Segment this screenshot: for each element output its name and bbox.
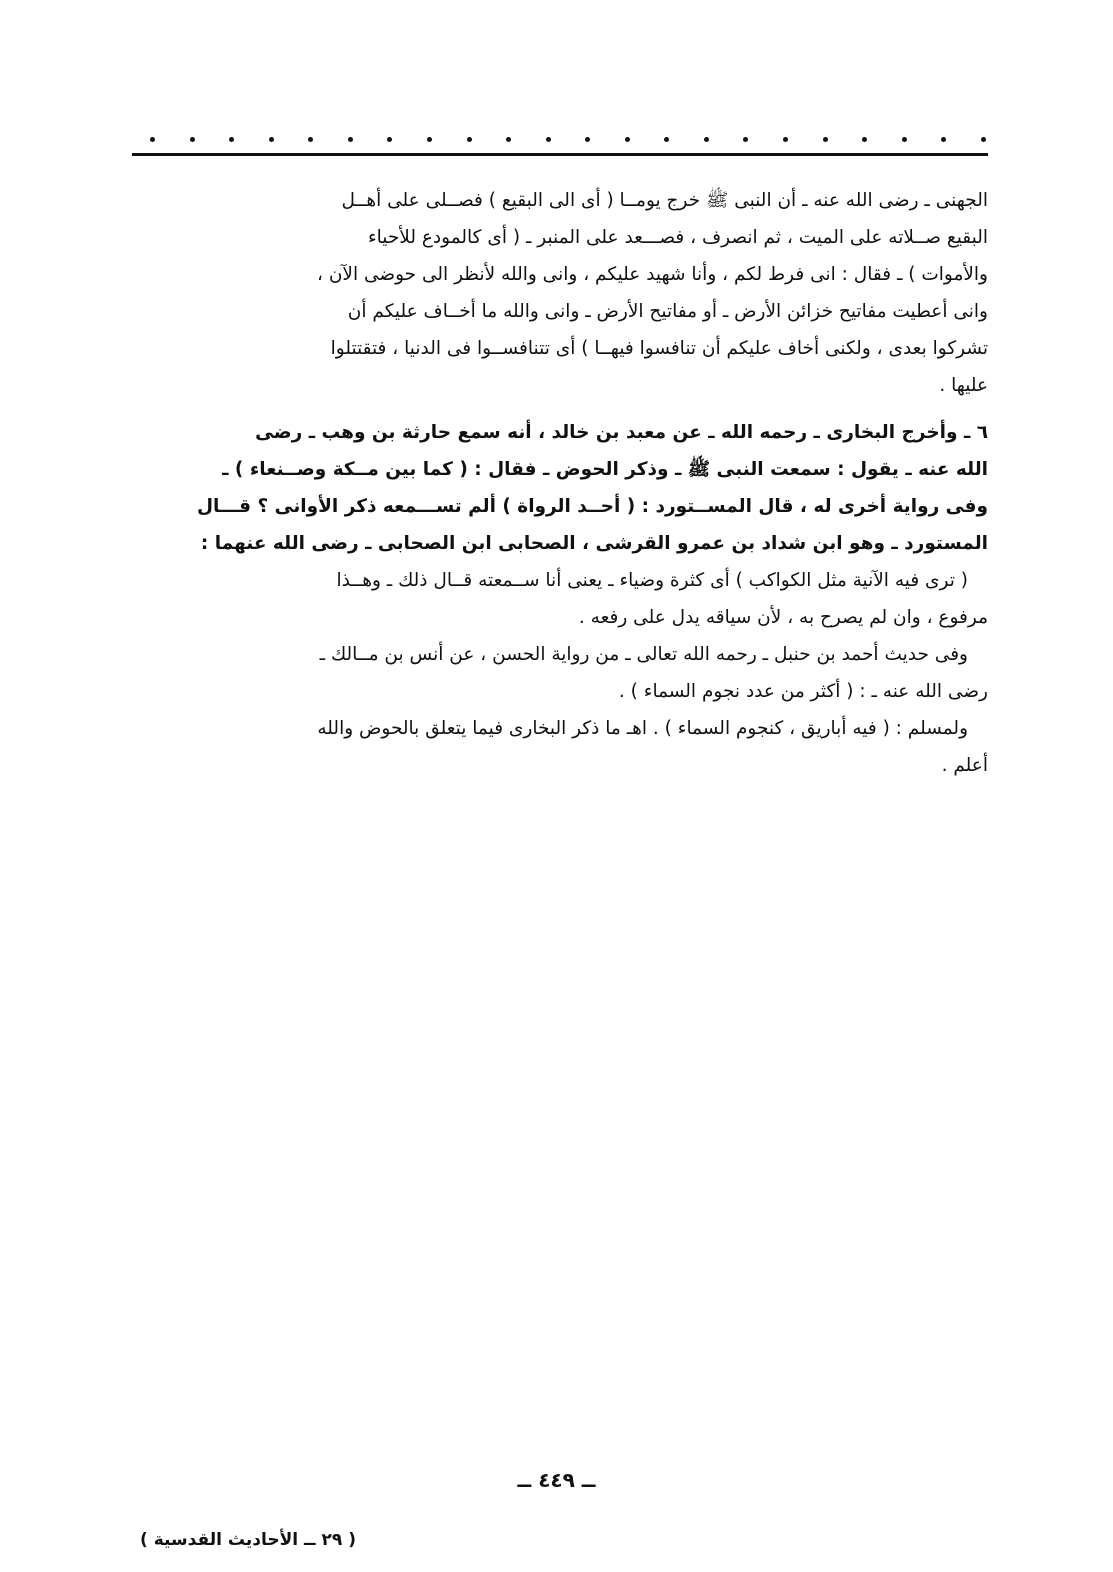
ornament-dot [981, 137, 986, 142]
ornament-dot [625, 137, 630, 142]
ornament-dot [743, 137, 748, 142]
paragraph-muslim-narration [136, 710, 988, 784]
paragraph-hadith-continuation [136, 182, 988, 404]
ornament-dot [823, 137, 828, 142]
ornament-dot [862, 137, 867, 142]
ornament-dot [150, 137, 155, 142]
text-line: مرفوع ، وان لم يصرح به ، لأن سياقه يدل على رفعه . [578, 607, 988, 628]
text-line: ٦ ـ وأخرج البخارى ـ رحمه الله ـ عن معبد بن خالد ، أنه سمع حارثة بن وهب ـ رضى [255, 422, 988, 443]
ornament-dot [664, 137, 669, 142]
body-text [136, 182, 988, 784]
text-line: ولمسلم : ( فيه أباريق ، كنجوم السماء ) . اهـ ما ذكر البخارى فيما يتعلق بالحوض والله [317, 718, 968, 739]
ornament-dot [190, 137, 195, 142]
ornament-dot [467, 137, 472, 142]
text-line: تشركوا بعدى ، ولكنى أخاف عليكم أن تنافسوا فيهــا ) أى تتنافســوا فى الدنيا ، فتقتتلوا [330, 338, 988, 359]
paragraph-commentary [136, 562, 988, 636]
paragraph-ahmad-narration [136, 636, 988, 710]
text-line: البقيع صــلاته على الميت ، ثم انصرف ، فصـــعد على المنبر ـ ( أى كالمودع للأحياء [367, 227, 988, 248]
ornament-dot [704, 137, 709, 142]
ornament-dot [506, 137, 511, 142]
text-line: أعلم . [941, 755, 988, 776]
ornament-dot [308, 137, 313, 142]
ornament-dot [585, 137, 590, 142]
ornament-dot [902, 137, 907, 142]
ornament-dot [941, 137, 946, 142]
text-line: وفى حديث أحمد بن حنبل ـ رحمه الله تعالى ـ من رواية الحسن ، عن أنس بن مــالك ـ [319, 644, 968, 665]
text-line: رضى الله عنه ـ : ( أكثر من عدد نجوم السماء ) . [618, 681, 988, 702]
paragraph-hadith-6 [136, 414, 988, 562]
ornament-dot [783, 137, 788, 142]
text-line: والأموات ) ـ فقال : انى فرط لكم ، وأنا شهيد عليكم ، وانى والله لأنظر الى حوضى الآن ، [316, 264, 988, 285]
ornament-dot [269, 137, 274, 142]
text-line: وانى أعطيت مفاتيح خزائن الأرض ـ أو مفاتيح الأرض ـ وانى والله ما أخــاف عليكم أن [347, 301, 988, 322]
ornament-dot [387, 137, 392, 142]
ornament-dot [229, 137, 234, 142]
header-rule [132, 153, 988, 156]
text-line: الله عنه ـ يقول : سمعت النبى ﷺ ـ وذكر الحوض ـ فقال : ( كما بين مــكة وصــنعاء ) ـ [222, 459, 988, 480]
header-dot-ornament [150, 130, 986, 148]
ornament-dot [348, 137, 353, 142]
text-line: وفى رواية أخرى له ، قال المســتورد : ( أحــد الرواة ) ألم تســـمعه ذكر الأوانى ؟ قـــال [196, 496, 988, 517]
ornament-dot [546, 137, 551, 142]
text-line: المستورد ـ وهو ابن شداد بن عمرو القرشى ، الصحابى ابن الصحابى ـ رضى الله عنهما : [200, 533, 988, 554]
text-line: ( ترى فيه الآنية مثل الكواكب ) أى كثرة وضياء ـ يعنى أنا ســمعته قــال ذلك ـ وهــذا [336, 570, 968, 591]
footer-section-label: ( ٢٩ ــ الأحاديث القدسية ) [140, 1530, 356, 1550]
text-line: الجهنى ـ رضى الله عنه ـ أن النبى ﷺ خرج يومــا ( أى الى البقيع ) فصــلى على أهــل [341, 190, 988, 211]
page-number: ــ ٤٤٩ ــ [517, 1468, 596, 1492]
ornament-dot [427, 137, 432, 142]
text-line: عليها . [939, 375, 988, 396]
